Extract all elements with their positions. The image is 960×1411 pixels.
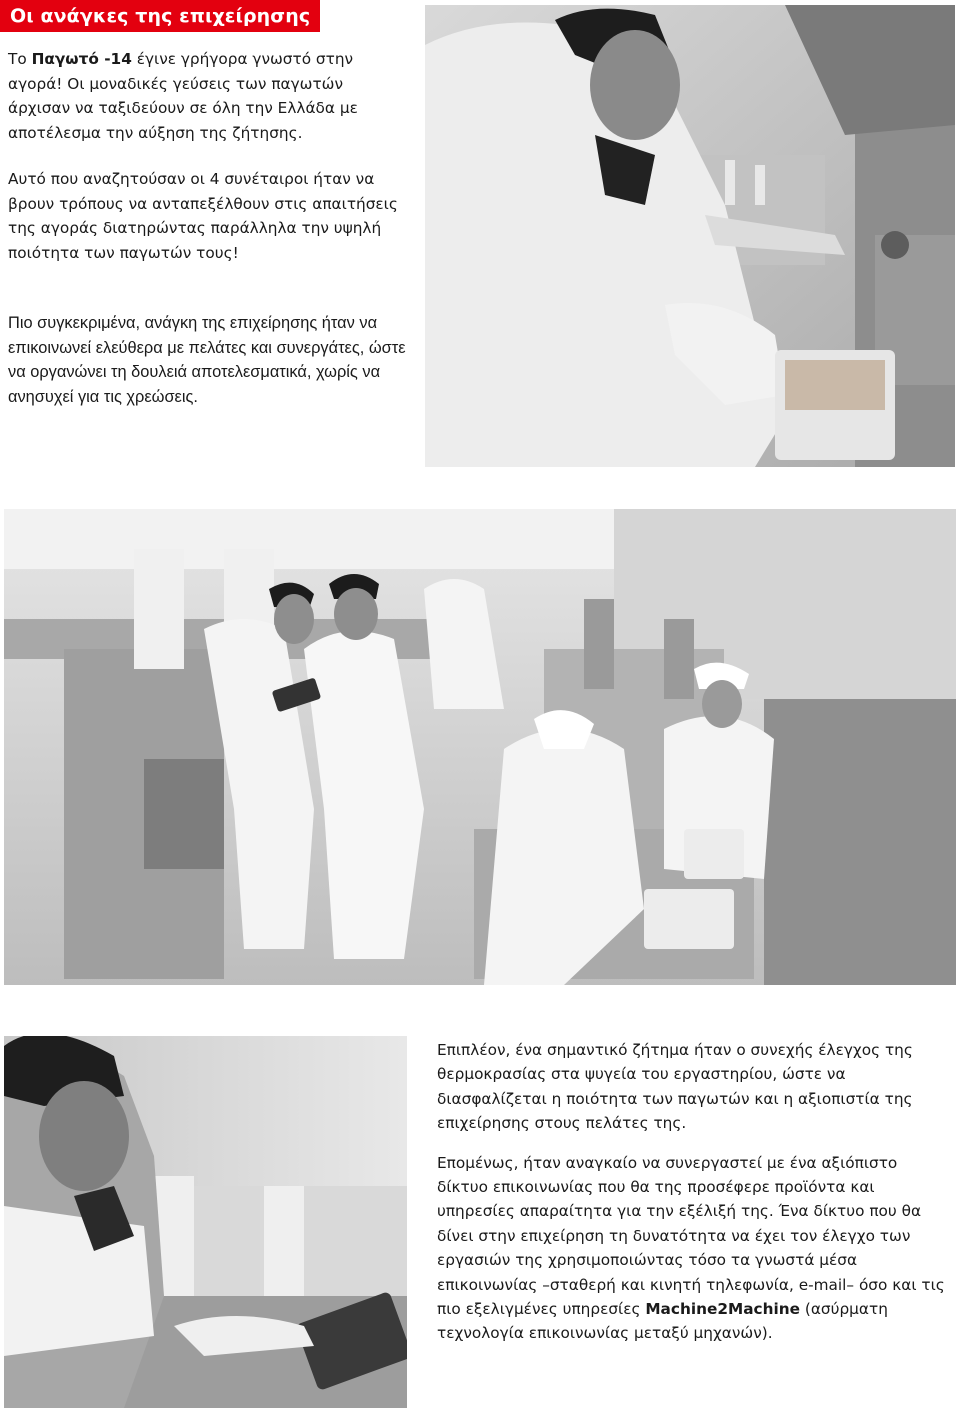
network-paragraph (437, 1151, 947, 1346)
partners-text: Αυτό που αναζητούσαν οι 4 συνέταιροι ήταν να βρουν τρόπους να ανταπεξέλθουν στις απαιτήσεις της αγοράς διατηρώντας παράλληλα την υψηλή ποιότητα των παγωτών τους! (8, 170, 398, 262)
intro-text-end: έγινε γρήγορα γνωστό στην αγορά! Οι μοναδικές γεύσεις των παγωτών άρχισαν να ταξιδεύουν σε όλη την Ελλάδα με αποτέλεσμα την αύξηση της ζήτησης. (8, 50, 358, 142)
intro-paragraph (8, 47, 408, 145)
photo-chef-machine (425, 5, 955, 467)
needs-paragraph (8, 311, 408, 409)
intro-text-start: Το (8, 50, 32, 68)
brand-name: Παγωτό -14 (31, 50, 132, 68)
temperature-paragraph: Επιπλέον, ένα σημαντικό ζήτημα ήταν ο συνεχής έλεγχος της θερμοκρασίας στα ψυγεία του εργαστηρίου, ώστε να διασφαλίζεται η ποιότητα των παγωτών και η αξιοπιστία της επιχείρησης στους πελάτες της. (437, 1041, 913, 1133)
section-title: Οι ανάγκες της επιχείρησης (10, 5, 311, 27)
photo-lab-team (4, 509, 956, 985)
photo-chef-phone-tablet (4, 1036, 407, 1408)
intro-text (8, 47, 408, 145)
right-column-text (437, 1038, 947, 1361)
partners-paragraph (8, 167, 408, 265)
m2m-brand: Machine2Machine (645, 1300, 800, 1319)
network-text-end: (ασύρματη τεχνολογία επικοινωνίας μεταξύ μηχανών). (437, 1300, 888, 1343)
section-header (0, 0, 320, 32)
needs-text: Πιο συγκεκριμένα, ανάγκη της επιχείρησης ήταν να επικοινωνεί ελεύθερα με πελάτες και συνεργάτες, ώστε να οργανώνει τη δουλειά αποτελεσματικά, χωρίς να ανησυχεί για τις χρεώσεις. (8, 314, 406, 406)
network-text-start: Επομένως, ήταν αναγκαίο να συνεργαστεί με ένα αξιόπιστο δίκτυο επικοινωνίας που θα της προσέφερε προϊόντα και υπηρεσίες απαραίτητα για την εξέλιξή της. Ένα δίκτυο που θα δίνει στην επιχείρηση τη δυνατότητα να έχει τον έλεγχο των εργασιών της χρησιμοποιώντας τόσο τα γνωστά μέσα επικοινωνίας –σταθερή και κινητή τηλεφωνία, e-mail– όσο και τις πιο εξελιγμένες υπηρεσίες (437, 1153, 945, 1319)
